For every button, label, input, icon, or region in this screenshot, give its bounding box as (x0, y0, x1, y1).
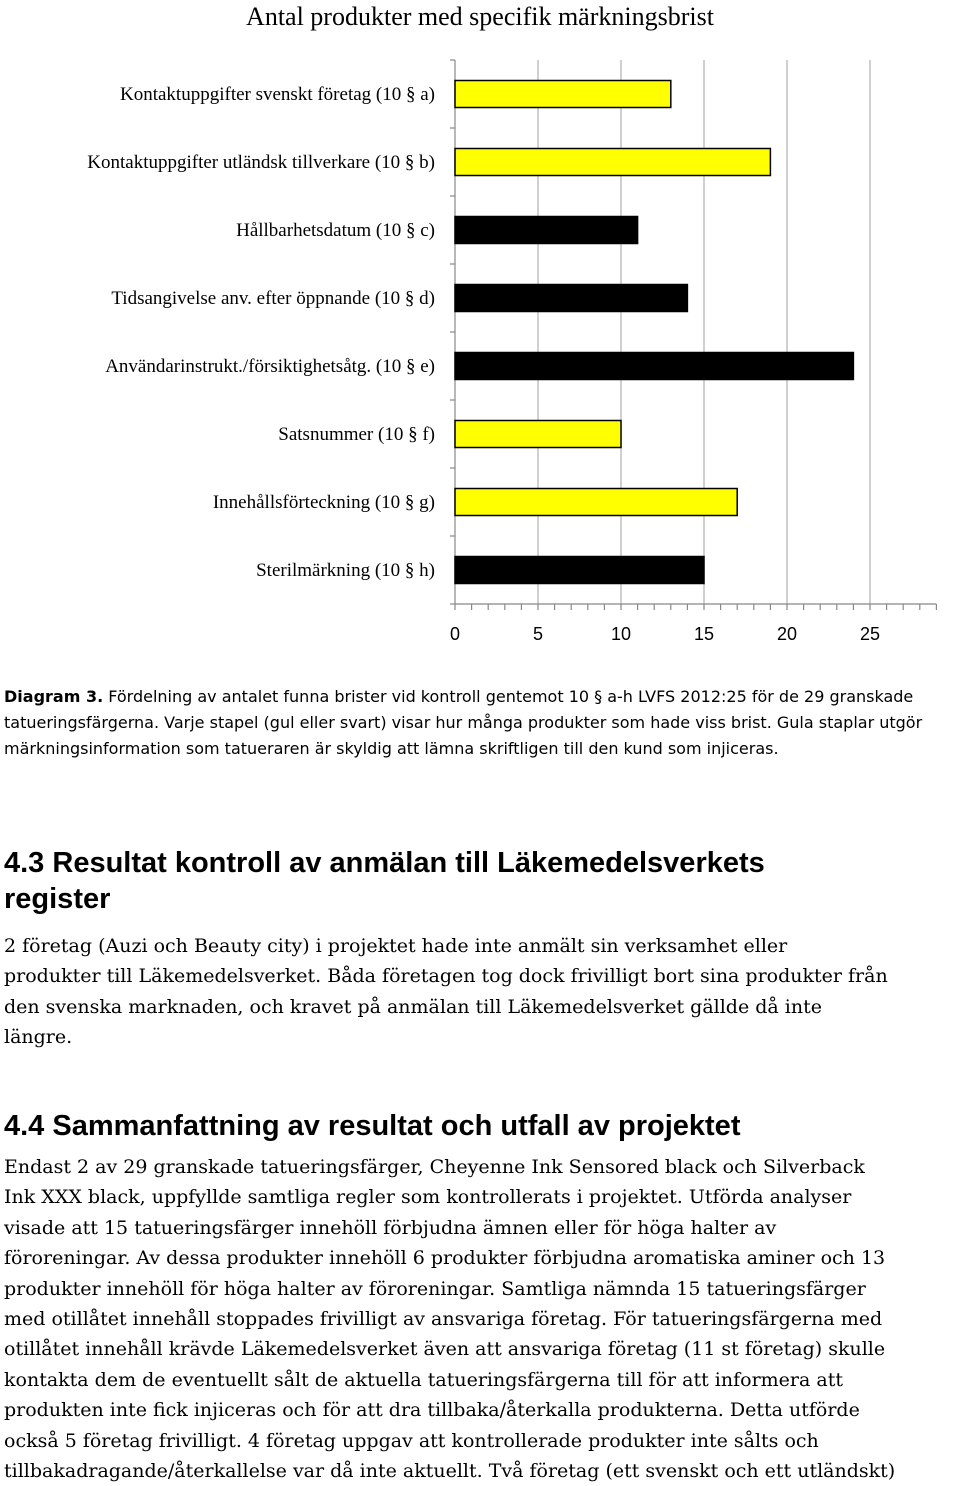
paragraph-line: otillåtet innehåll krävde Läkemedelsverket även att ansvariga företag (11 st företag) skulle (4, 1338, 886, 1361)
bar (455, 285, 687, 312)
x-tick-label: 5 (532, 624, 544, 644)
category-label: Satsnummer (10 § f) (278, 424, 435, 445)
caption-label: Diagram 3. (4, 687, 104, 706)
bar (455, 81, 671, 108)
paragraph-line: längre. (4, 1026, 73, 1049)
x-tick-label: 0 (449, 624, 461, 644)
paragraph-line: tillbakadragande/återkallelse var då inte aktuellt. Två företag (ett svenskt och ett utländskt) (4, 1460, 896, 1483)
bar (455, 217, 638, 244)
paragraph-line: kontakta dem de eventuellt sålt de aktuella tatueringsfärgerna till för att informera att (4, 1368, 843, 1391)
section-4-3 (4, 845, 959, 1053)
section-4-3-heading: 4.3 Resultat kontroll av anmälan till Läkemedelsverkets register (4, 847, 765, 915)
category-label: Kontaktuppgifter utländsk tillverkare (10 § b) (87, 152, 435, 173)
paragraph-line: Endast 2 av 29 granskade tatueringsfärger, Cheyenne Ink Sensored black och Silverback (4, 1156, 865, 1178)
section-4-4 (4, 1108, 959, 1486)
chart-title: Antal produkter med specifik märkningsbrist (246, 2, 714, 31)
x-tick-label: 25 (859, 624, 881, 644)
category-label: Innehållsförteckning (10 § g) (212, 492, 435, 513)
bar (455, 353, 853, 380)
paragraph-line: med otillåtet innehåll stoppades frivilligt av ansvariga företag. För tatueringsfärgerna med (4, 1308, 883, 1331)
category-label: Kontaktuppgifter svenskt företag (10 § a) (120, 84, 435, 105)
caption-text: Fördelning av antalet funna brister vid kontroll gentemot 10 § a-h LVFS 2012:25 för de 29 granskade tatueringsfärgerna. Varje stapel (gul eller svart) visar hur många produkter som hade viss brist. Gula staplar utgör märkningsinformation som tatueraren är skyldig att lämna skriftligen till den kund som injiceras. (4, 687, 923, 758)
bar (455, 421, 621, 448)
x-tick-label: 15 (693, 624, 715, 644)
paragraph-line: produkter innehöll för höga halter av föroreningar. Samtliga nämnda 15 tatueringsfärger (4, 1277, 866, 1300)
paragraph-line: produkten inte fick injiceras och för att dra tillbaka/återkalla produkterna. Detta utförde (4, 1399, 860, 1422)
category-label: Sterilmärkning (10 § h) (256, 560, 435, 581)
category-label: Hållbarhetsdatum (10 § c) (236, 220, 435, 241)
bar (455, 557, 704, 584)
x-tick-label: 10 (610, 624, 632, 644)
paragraph-line: 2 företag (Auzi och Beauty city) i projektet hade inte anmält sin verksamhet eller (4, 935, 788, 957)
category-label: Användarinstrukt./försiktighetsåtg. (10 § e) (105, 356, 435, 377)
figure-caption (4, 684, 954, 762)
category-label: Tidsangivelse anv. efter öppnande (10 § d) (111, 288, 435, 309)
section-4-4-body (4, 1152, 959, 1486)
bar (455, 149, 770, 176)
paragraph-line: visade att 15 tatueringsfärger innehöll förbjudna ämnen eller för höga halter av (4, 1216, 777, 1239)
paragraph-line: föroreningar. Av dessa produkter innehöll 6 produkter förbjudna aromatiska aminer och 13 (4, 1247, 886, 1270)
section-4-3-body (4, 931, 959, 1053)
section-4-4-heading: 4.4 Sammanfattning av resultat och utfall av projektet (4, 1110, 741, 1142)
paragraph-line: den svenska marknaden, och kravet på anmälan till Läkemedelsverket gällde då inte (4, 995, 822, 1018)
paragraph-line: produkter till Läkemedelsverket. Båda företagen tog dock frivilligt bort sina produkter från (4, 965, 888, 988)
paragraph-line: också 5 företag frivilligt. 4 företag uppgav att kontrollerade produkter inte sålts och (4, 1429, 819, 1452)
bar-chart (0, 40, 960, 660)
paragraph-line: Ink XXX black, uppfyllde samtliga regler som kontrollerats i projektet. Utförda analyser (4, 1186, 852, 1209)
x-tick-label: 20 (776, 624, 798, 644)
bar (455, 489, 737, 516)
